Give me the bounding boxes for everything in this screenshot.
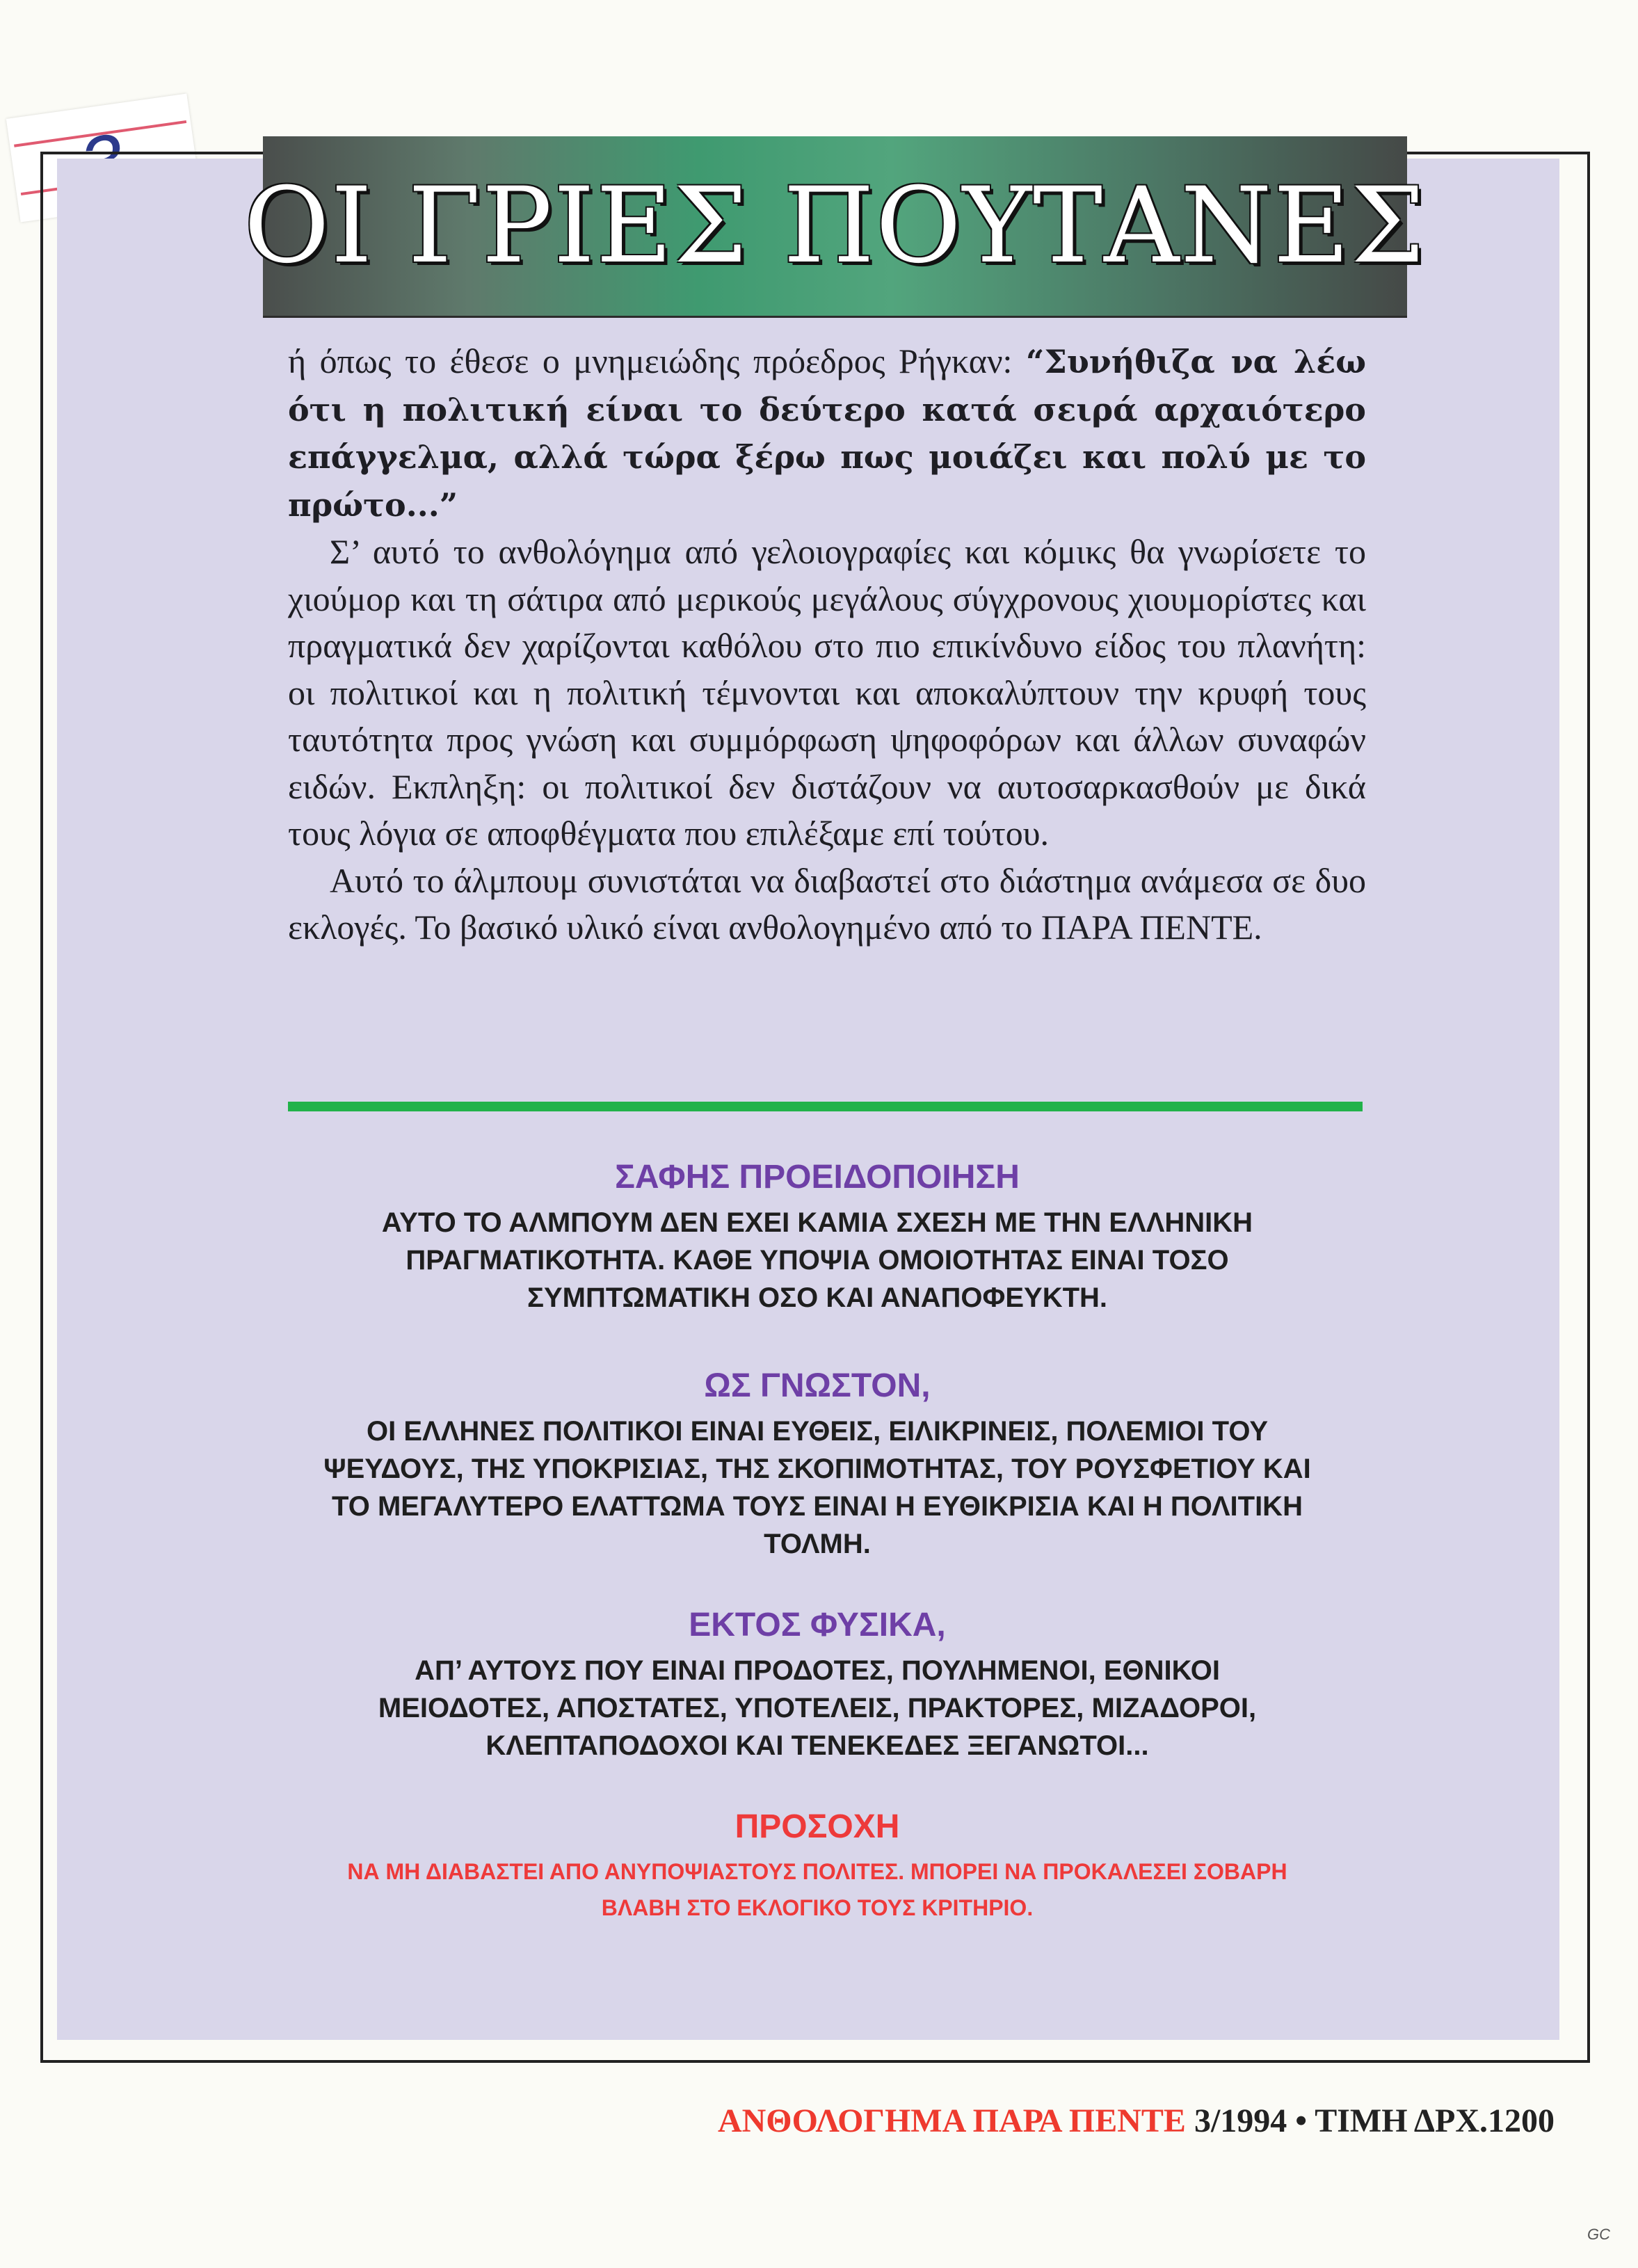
notice-line: ΣΥΜΠΤΩΜΑΤΙΚΗ ΟΣΟ ΚΑΙ ΑΝΑΠΟΦΕΥΚΤΗ.: [527, 1282, 1108, 1313]
bullet-separator: •: [1295, 2102, 1308, 2139]
notice-line: ΑΥΤΟ ΤΟ ΑΛΜΠΟΥΜ ΔΕΝ ΕΧΕΙ ΚΑΜΙΑ ΣΧΕΣΗ ΜΕ ΤΗΝ ΕΛΛΗΝΙΚΗ: [381, 1207, 1253, 1238]
notice-line: ΜΕΙΟΔΟΤΕΣ, ΑΠΟΣΤΑΤΕΣ, ΥΠΟΤΕΛΕΙΣ, ΠΡΑΚΤΟΡΕΣ, ΜΙΖΑΔΟΡΟΙ,: [378, 1693, 1257, 1723]
notice-line: ΨΕΥΔΟΥΣ, ΤΗΣ ΥΠΟΚΡΙΣΙΑΣ, ΤΗΣ ΣΚΟΠΙΜΟΤΗΤΑΣ, ΤΟΥ ΡΟΥΣΦΕΤΙΟΥ ΚΑΙ: [323, 1454, 1311, 1484]
intro-paragraph-3: Αυτό το άλμπουμ συνιστάται να διαβαστεί στο διάστημα ανάμεσα σε δυο εκλογές. Το βασικό υλικό είναι ανθολογημένο από το ΠΑΡΑ ΠΕΝΤΕ.: [288, 860, 1366, 947]
intro-lead: ή όπως το έθεσε ο μνημειώδης πρόεδρος Ρήγκαν:: [288, 341, 1026, 380]
warning-heading: ΠΡΟΣΟΧΗ: [734, 1808, 900, 1845]
notice-line: ΑΠ’ ΑΥΤΟΥΣ ΠΟΥ ΕΙΝΑΙ ΠΡΟΔΟΤΕΣ, ΠΟΥΛΗΜΕΝΟΙ, ΕΘΝΙΚΟΙ: [415, 1655, 1220, 1686]
notices-section: [209, 1151, 1426, 1926]
notice-heading: ΕΚΤΟΣ ΦΥΣΙΚΑ,: [689, 1607, 946, 1643]
notice-line: ΤΟΛΜΗ.: [764, 1529, 871, 1559]
issue-number: 3/1994: [1194, 2102, 1287, 2139]
page-title: ΟΙ ΓΡΙΕΣ ΠΟΥΤΑΝΕΣ: [243, 166, 1427, 287]
price-label: ΤΙΜΗ ΔΡΧ.1200: [1315, 2102, 1555, 2139]
notice-heading: ΩΣ ΓΝΩΣΤΟΝ,: [704, 1367, 931, 1404]
reagan-quote: “Συνήθιζα να λέω ότι η πολιτική είναι το δεύτερο κατά σειρά αρχαιότερο επάγγελμα, αλλά τώρα ξέρω πως μοιάζει και πολύ με το πρώτο...”: [288, 343, 1366, 524]
notice-line: ΠΡΑΓΜΑΤΙΚΟΤΗΤΑ. ΚΑΘΕ ΥΠΟΨΙΑ ΟΜΟΙΟΤΗΤΑΣ ΕΙΝΑΙ ΤΟΣΟ: [406, 1245, 1229, 1276]
title-banner: [243, 136, 1427, 316]
intro-text: [288, 338, 1366, 951]
warning-line: ΝΑ ΜΗ ΔΙΑΒΑΣΤΕΙ ΑΠΟ ΑΝΥΠΟΨΙΑΣΤΟΥΣ ΠΟΛΙΤΕΣ. ΜΠΟΡΕΙ ΝΑ ΠΡΟΚΑΛΕΣΕΙ ΣΟΒΑΡΗ: [347, 1859, 1287, 1884]
notice-line: ΚΛΕΠΤΑΠΟΔΟΧΟΙ ΚΑΙ ΤΕΝΕΚΕΔΕΣ ΞΕΓΑΝΩΤΟΙ...: [485, 1730, 1149, 1761]
warning-line: ΒΛΑΒΗ ΣΤΟ ΕΚΛΟΓΙΚΟ ΤΟΥΣ ΚΡΙΤΗΡΙΟ.: [601, 1895, 1034, 1920]
footer-line: [718, 2102, 1555, 2140]
notice-heading: ΣΑΦΗΣ ΠΡΟΕΙΔΟΠΟΙΗΣΗ: [615, 1159, 1020, 1196]
notice-line: ΟΙ ΕΛΛΗΝΕΣ ΠΟΛΙΤΙΚΟΙ ΕΙΝΑΙ ΕΥΘΕΙΣ, ΕΙΛΙΚΡΙΝΕΙΣ, ΠΟΛΕΜΙΟΙ ΤΟΥ: [367, 1416, 1268, 1447]
spacer: [209, 1563, 1426, 1599]
green-divider: [288, 1102, 1363, 1111]
scanner-mark: GC: [1587, 2226, 1610, 2243]
notice-line: ΤΟ ΜΕΓΑΛΥΤΕΡΟ ΕΛΑΤΤΩΜΑ ΤΟΥΣ ΕΙΝΑΙ Η ΕΥΘΙΚΡΙΣΙΑ ΚΑΙ Η ΠΟΛΙΤΙΚΗ: [332, 1491, 1303, 1522]
publication-name: ΑΝΘΟΛΟΓΗΜΑ ΠΑΡΑ ΠΕΝΤΕ: [717, 2102, 1186, 2139]
intro-paragraph-1: [288, 338, 1366, 529]
intro-paragraph-2: Σ’ αυτό το ανθολόγημα από γελοιογραφίες και κόμικς θα γνωρίσετε το χιούμορ και τη σάτιρα από μερικούς μεγάλους σύγχρονους χιουμορίστες και πραγματικά δεν χαρίζονται καθόλου στο πιο επικίνδυνο είδος του πλανήτη: οι πολιτικοί και η πολιτική τέμνονται και αποκαλύπτουν την κρυφή τους ταυτότητα προς γνώση και συμμόρφωση ψηφοφόρων και άλλων συναφών ειδών. Εκπληξη: οι πολιτικοί δεν διστάζουν να αυτοσαρκασθούν με δικά τους λόγια σε αποφθέγματα που επιλέξαμε επί τούτου.: [288, 532, 1366, 853]
spacer: [209, 1764, 1426, 1801]
spacer: [209, 1317, 1426, 1360]
